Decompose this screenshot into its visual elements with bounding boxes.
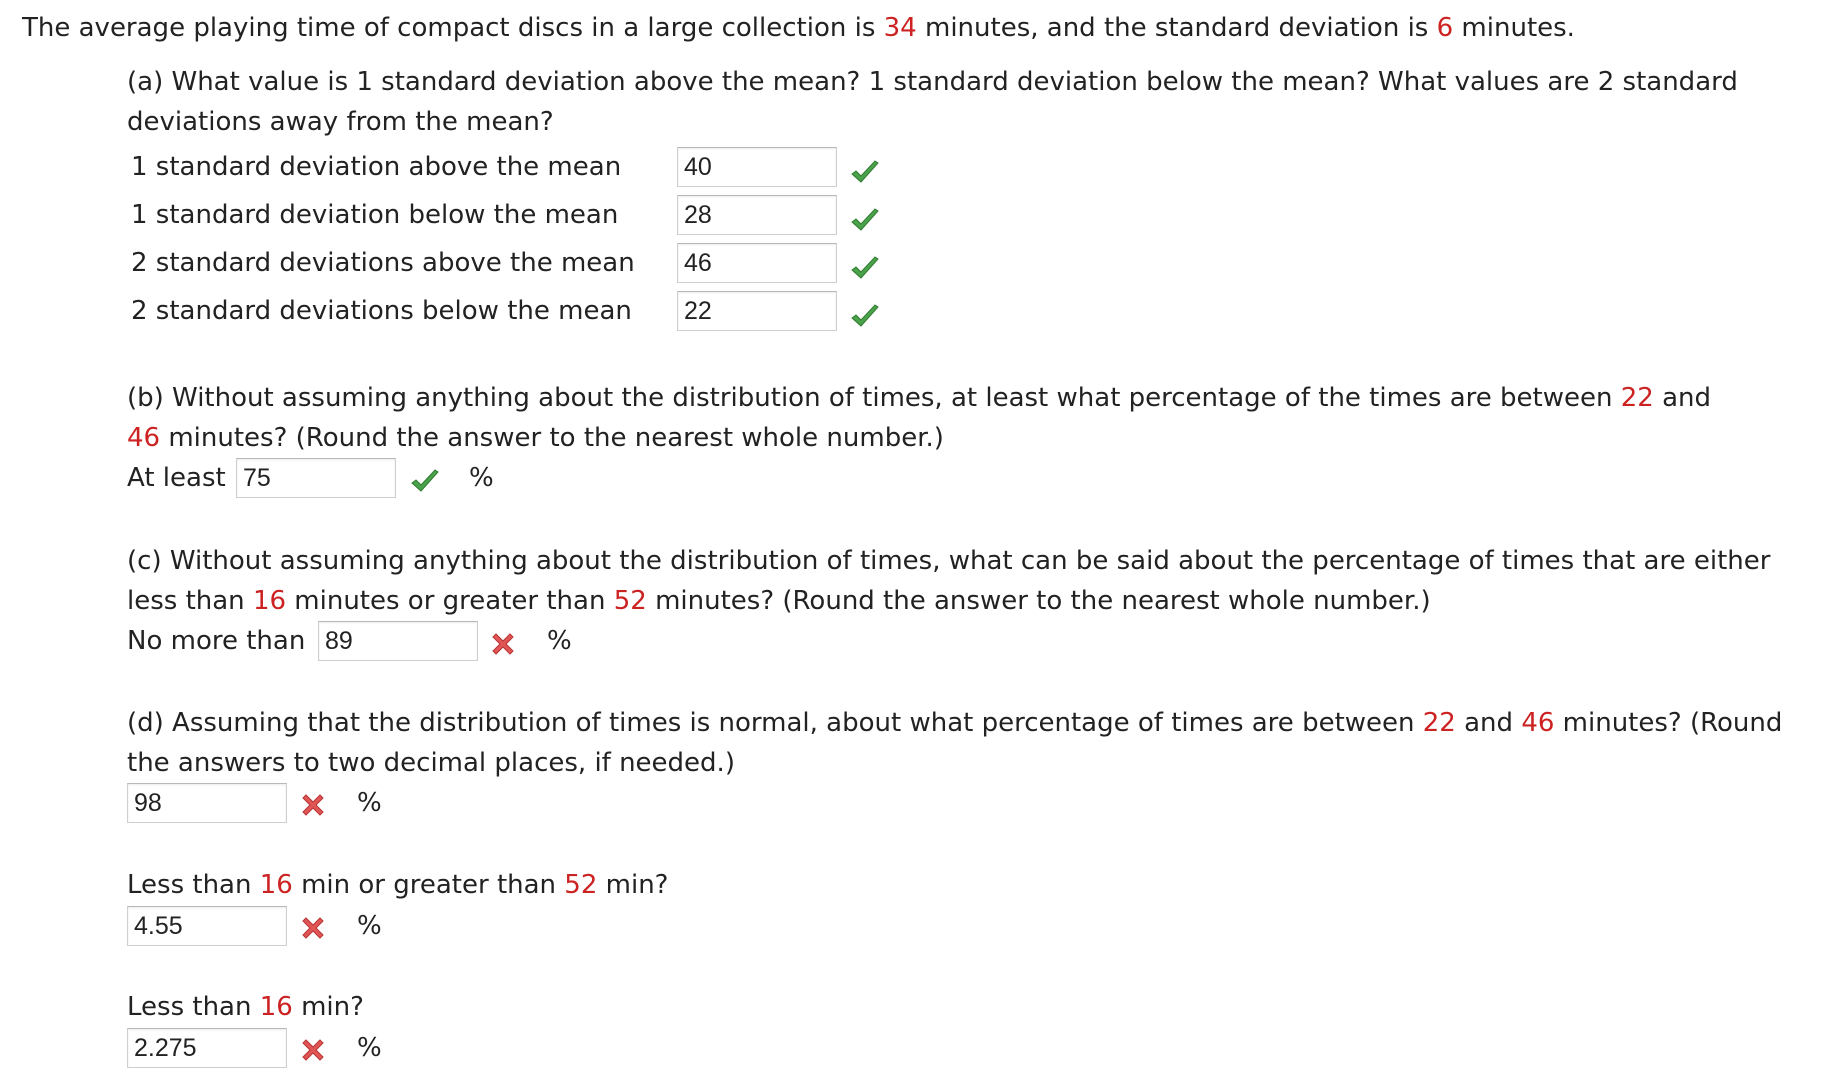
answer-input-part-d-tails[interactable]: 4.55 (127, 906, 287, 946)
answer-input-part-c[interactable]: 89 (318, 621, 478, 661)
part-b-question-line1: (b) Without assuming anything about the distribution of times, at least what percentage of the times are between 22 and (127, 383, 1712, 413)
percent-unit: % (357, 788, 382, 818)
answer-input-part-b[interactable]: 75 (236, 458, 396, 498)
check-icon (849, 157, 881, 189)
x-mark-icon (297, 1034, 329, 1066)
part-d-question-2: Less than 16 min or greater than 52 min? (127, 870, 669, 900)
part-b-question-line2: 46 minutes? (Round the answer to the nearest whole number.) (127, 423, 944, 453)
part-d-question-3: Less than 16 min? (127, 992, 364, 1022)
check-icon (849, 205, 881, 237)
part-a-question-line2: deviations away from the mean? (127, 107, 554, 137)
check-icon (409, 466, 441, 498)
part-b-prefix: At least (127, 463, 226, 493)
row-label-2sd-above: 2 standard deviations above the mean (131, 248, 635, 278)
check-icon (849, 301, 881, 333)
part-a-question-line1: (a) What value is 1 standard deviation above the mean? 1 standard deviation below the mean? What values are 2 standard (127, 67, 1738, 97)
check-icon (849, 253, 881, 285)
answer-input-part-d-lower-tail[interactable]: 2.275 (127, 1028, 287, 1068)
answer-input-2sd-above[interactable]: 46 (677, 243, 837, 283)
sd-value: 6 (1436, 13, 1454, 43)
percent-unit: % (469, 463, 494, 493)
problem-statement: The average playing time of compact discs in a large collection is 34 minutes, and the standard deviation is 6 minutes. (22, 13, 1575, 43)
part-c-question-line2: less than 16 minutes or greater than 52 minutes? (Round the answer to the nearest whole number.) (127, 586, 1431, 616)
part-c-prefix: No more than (127, 626, 306, 656)
x-mark-icon (297, 789, 329, 821)
row-label-1sd-above: 1 standard deviation above the mean (131, 152, 622, 182)
percent-unit: % (357, 1033, 382, 1063)
answer-input-1sd-below[interactable]: 28 (677, 195, 837, 235)
part-d-question-line1: (d) Assuming that the distribution of times is normal, about what percentage of times are between 22 and 46 minutes? (Round (127, 708, 1783, 738)
part-c-question-line1: (c) Without assuming anything about the distribution of times, what can be said about the percentage of times that are either (127, 546, 1771, 576)
row-label-1sd-below: 1 standard deviation below the mean (131, 200, 619, 230)
part-d-question-line2: the answers to two decimal places, if needed.) (127, 748, 735, 778)
x-mark-icon (297, 912, 329, 944)
percent-unit: % (547, 626, 572, 656)
answer-input-2sd-below[interactable]: 22 (677, 291, 837, 331)
x-mark-icon (487, 628, 519, 660)
row-label-2sd-below: 2 standard deviations below the mean (131, 296, 632, 326)
answer-input-part-d-between[interactable]: 98 (127, 783, 287, 823)
answer-input-1sd-above[interactable]: 40 (677, 147, 837, 187)
percent-unit: % (357, 911, 382, 941)
mean-value: 34 (883, 13, 917, 43)
